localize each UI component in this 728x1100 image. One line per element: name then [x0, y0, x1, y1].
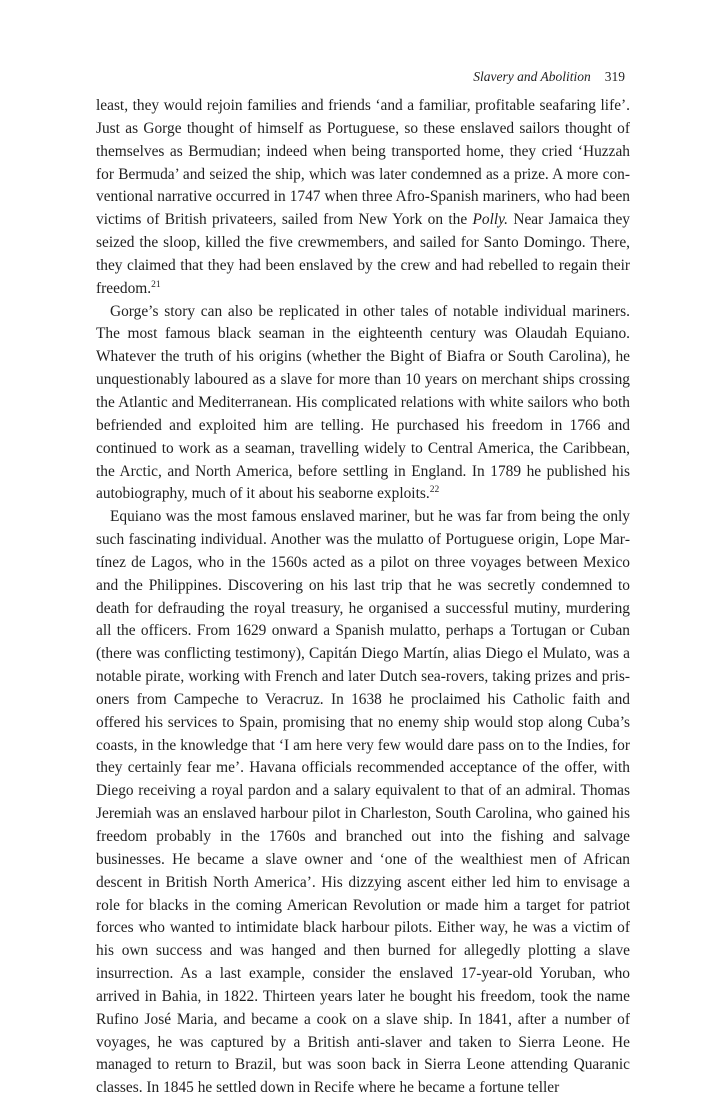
- paragraph-2: [96, 301, 630, 507]
- footnote-ref-21: 21: [151, 279, 161, 290]
- page-number: 319: [604, 69, 625, 84]
- paragraph-3-text: Equiano was the most famous enslaved mariner, but he was far from being the only such fascinating individual. Another was the mulatto of Portuguese origin, Lope Martínez de Lagos, who in the 1560s acted as a pilot on three voyages between Mexico and the Philippines. Discovering on his last trip that he was secretly condemned to death for defrauding the royal treasury, he organised a successful mutiny, murdering all the officers. From 1629 onward a Spanish mulatto, perhaps a Tortugan or Cuban (there was conflicting testimony), Capitán Diego Martín, alias Diego el Mulato, was a notable pirate, working with French and later Dutch sea-rovers, taking prizes and prisoners from Campeche to Veracruz. In 1638 he proclaimed his Catholic faith and offered his services to Spain, promising that no enemy ship would stop along Cuba’s coasts, in the knowledge that ‘I am here very few would dare pass on to the Indies, for they certainly fear me’. Havana officials recommended acceptance of the offer, with Diego receiving a royal pardon and a salary equivalent to that of an admiral. Thomas Jeremiah was an enslaved harbour pilot in Charleston, South Carolina, who gained his freedom probably in the 1760s and branched out into the fishing and salvage businesses. He became a slave owner and ‘one of the wealthiest men of African descent in British North America’. His dizzying ascent either led him to envisage a role for blacks in the coming American Revolution or made him a target for patriot forces who wanted to intimidate black harbour pilots. Either way, he was a victim of his own success and was hanged and then burned for allegedly plotting a slave insurrection. As a last example, consider the enslaved 17-year-old Yoruban, who arrived in Bahia, in 1822. Thirteen years later he bought his freedom, took the name Rufino José Maria, and became a cook on a slave ship. In 1841, after a number of voyages, he was captured by a British anti-slaver and taken to Sierra Leone. He managed to return to Brazil, but was soon back in Sierra Leone attending Quaranic classes. In 1845 he settled down in Recife where he became a fortune teller: [96, 508, 630, 1097]
- journal-title: Slavery and Abolition: [473, 69, 591, 84]
- body-text: [96, 95, 630, 1100]
- footnote-ref-22: 22: [429, 485, 440, 496]
- paragraph-2-text: Gorge’s story can also be replicated in other tales of notable individual mariners. The most famous black seaman in the eighteenth century was Olaudah Equiano. Whatever the truth of his origins (whether the Bight of Biafra or South Carolina), he unquestionably laboured as a slave for more than 10 years on merchant ships crossing the Atlantic and Mediterranean. His complicated relations with white sailors who both befriended and exploited him are telling. He purchased his freedom in 1766 and continued to work as a seaman, travelling widely to Central America, the Caribbean, the Arctic, and North America, before settling in England. In 1789 he published his autobiography, much of it about his seaborne exploits.: [96, 302, 630, 503]
- running-head: [473, 69, 625, 85]
- ship-name-polly: Polly.: [472, 211, 509, 229]
- paragraph-1-text-continued: Near Jamaica they seized the sloop, killed the five crewmembers, and sailed for Santo Domingo. There, they claimed that they had been enslaved by the crew and had rebelled to regain their freedom.: [96, 211, 630, 297]
- paragraph-3: [96, 506, 630, 1100]
- paragraph-1-text: least, they would rejoin families and friends ‘and a familiar, profitable seafaring life’. Just as Gorge thought of himself as Portuguese, so these enslaved sailors thought of themselves as Bermudian; indeed when being transported home, they cried ‘Huzzah for Bermuda’ and seized the ship, which was later condemned as a prize. A more conventional narrative occurred in 1747 when three Afro-Spanish mariners, who had been victims of British privateers, sailed from New York on the: [96, 97, 630, 229]
- paragraph-1: [96, 95, 630, 301]
